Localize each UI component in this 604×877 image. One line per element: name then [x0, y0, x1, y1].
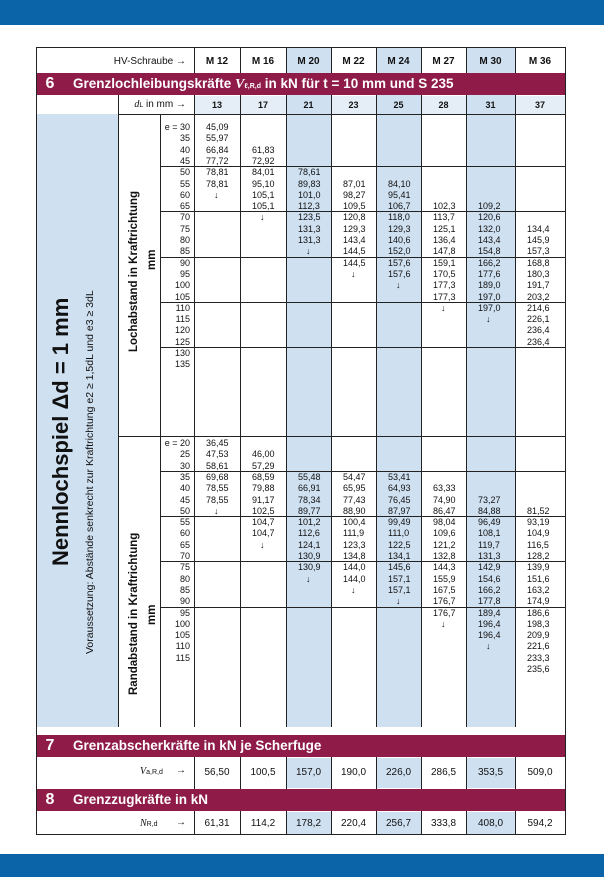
section-8-value: 594,2 [527, 818, 553, 829]
randabstand-value: 104,7 [252, 528, 275, 539]
randabstand-value: 134,1 [388, 551, 411, 561]
column-divider [286, 95, 287, 727]
side-note: Voraussetzung: Abstände senkrecht zur Kraftrichtung e2 ≥ 1,5dL und e3 ≥ 3dL [84, 290, 96, 654]
randabstand-value: 93,19 [527, 517, 550, 528]
lochabstand-value: 197,0 [478, 291, 501, 302]
section-8-value: 256,7 [385, 818, 412, 829]
randabstand-value: 189,4 [478, 607, 501, 618]
bolt-size-header: M 20 [297, 56, 320, 67]
lochabstand-value: 61,83 [252, 144, 275, 155]
randabstand-value: 142,9 [478, 562, 501, 573]
randabstand-value: 98,04 [433, 517, 456, 528]
lochabstand-value: 177,6 [478, 268, 501, 279]
randabstand-value: 46,00 [252, 449, 275, 460]
randabstand-value: 96,49 [478, 517, 501, 528]
lochabstand-value: 120,6 [478, 212, 501, 223]
randabstand-row-label: 115 [175, 652, 190, 663]
hole-diameter-value: 28 [438, 100, 449, 110]
randabstand-value: 84,88 [478, 505, 501, 516]
randabstand-value: 166,2 [478, 584, 501, 595]
lochabstand-row-label: 115 [175, 314, 190, 325]
bolt-size-header: M 24 [387, 56, 410, 67]
lochabstand-continues-arrow: ↓ [214, 189, 219, 200]
lochabstand-row-label: 90 [179, 257, 190, 268]
randabstand-value: 73,27 [478, 494, 501, 505]
randabstand-value: 102,5 [252, 505, 275, 516]
lochabstand-value: 136,4 [433, 235, 456, 245]
lochabstand-row-label: 120 [174, 325, 190, 336]
lochabstand-value: 95,41 [388, 189, 411, 200]
section-7-band [37, 735, 565, 757]
randabstand-value: 132,8 [433, 551, 456, 561]
shaded-column [286, 48, 331, 727]
lochabstand-value: 168,8 [527, 257, 550, 268]
section-7-title: Grenzabscherkräfte in kN je Scherfuge [73, 738, 322, 753]
lochabstand-value: 101,0 [298, 189, 321, 200]
lochabstand-row-label: 125 [174, 336, 190, 347]
lochabstand-value: 102,3 [433, 201, 456, 212]
section-8-band [37, 789, 565, 811]
bolt-size-header: M 36 [528, 56, 552, 67]
lochabstand-value: 236,4 [527, 325, 550, 336]
randabstand-continues-arrow: ↓ [396, 596, 401, 607]
section-8-value: 408,0 [477, 818, 504, 829]
randabstand-value: 58,61 [206, 460, 229, 471]
lochabstand-value: 131,3 [298, 223, 321, 234]
lochabstand-value: 72,92 [252, 155, 275, 166]
lochabstand-value: 144,5 [343, 257, 366, 268]
randabstand-value: 100,4 [343, 517, 366, 528]
randabstand-value: 122,5 [388, 539, 411, 550]
randabstand-continues-arrow: ↓ [214, 505, 219, 516]
column-divider [331, 48, 332, 73]
randabstand-value: 144,0 [343, 573, 366, 584]
randabstand-value: 154,6 [478, 573, 501, 584]
lochabstand-row-label: 40 [179, 144, 190, 155]
group-split-line [118, 436, 565, 437]
randabstand-value: 54,47 [343, 471, 366, 482]
randabstand-continues-arrow: ↓ [306, 573, 311, 584]
randabstand-value: 130,9 [298, 562, 321, 573]
section-7-value: 56,50 [204, 767, 230, 778]
label-divider [194, 95, 195, 727]
lochabstand-row-label: 55 [179, 178, 190, 189]
lochabstand-value: 106,7 [388, 201, 411, 212]
randabstand-value: 53,41 [388, 471, 411, 482]
lochabstand-continues-arrow: ↓ [441, 302, 446, 313]
randabstand-value: 176,7 [433, 596, 456, 607]
randabstand-value: 123,3 [343, 539, 366, 550]
randabstand-value: 74,90 [433, 494, 456, 505]
lochabstand-value: 78,81 [206, 167, 229, 178]
section-8-value: 220,4 [340, 818, 367, 829]
randabstand-value: 176,7 [433, 607, 456, 618]
lochabstand-unit: mm [146, 249, 158, 270]
lochabstand-value: 78,81 [206, 178, 229, 189]
lochabstand-block-line [160, 347, 565, 348]
lochabstand-value: 143,4 [478, 235, 501, 245]
top-bar [0, 0, 604, 25]
lochabstand-value: 180,3 [527, 268, 550, 279]
lochabstand-value: 159,1 [433, 257, 456, 268]
lochabstand-value: 125,1 [433, 223, 456, 234]
lochabstand-value: 144,5 [343, 246, 366, 257]
lochabstand-row-label: 60 [179, 189, 190, 200]
randabstand-value: 116,5 [527, 539, 549, 550]
randabstand-row-label: 90 [179, 596, 190, 607]
randabstand-value: 174,9 [527, 596, 550, 607]
lochabstand-row-label: 95 [179, 268, 190, 279]
lochabstand-continues-arrow: ↓ [351, 268, 356, 279]
randabstand-row-label: 45 [179, 494, 190, 505]
randabstand-row-label: 50 [179, 505, 190, 516]
randabstand-row-label: 35 [179, 471, 190, 482]
randabstand-row-label: 110 [175, 641, 190, 652]
randabstand-row-label: 105 [174, 630, 190, 641]
lochabstand-value: 109,2 [478, 201, 501, 212]
randabstand-value: 111,9 [343, 528, 365, 539]
randabstand-value: 209,9 [527, 630, 550, 641]
lochabstand-label: Lochabstand in Kraftrichtung [128, 191, 140, 352]
lochabstand-row-label: 50 [179, 167, 190, 178]
randabstand-value: 88,90 [343, 505, 366, 516]
randabstand-continues-arrow: ↓ [441, 618, 446, 629]
lochabstand-value: 109,5 [343, 201, 366, 212]
randabstand-value: 104,7 [252, 517, 275, 528]
randabstand-row-label: 55 [179, 517, 190, 528]
randabstand-continues-arrow: ↓ [260, 539, 265, 550]
column-divider [515, 95, 516, 727]
randabstand-row-label: 40 [179, 483, 190, 494]
section-8-value: 333,8 [430, 818, 457, 829]
lochabstand-value: 78,61 [298, 167, 321, 178]
lochabstand-continues-arrow: ↓ [486, 314, 491, 325]
randabstand-value: 139,9 [527, 562, 550, 573]
randabstand-value: 91,17 [252, 494, 275, 505]
randabstand-value: 78,55 [206, 483, 229, 494]
lochabstand-value: 157,6 [388, 257, 411, 268]
lochabstand-value: 84,01 [252, 167, 275, 178]
section-7-number: 7 [45, 737, 55, 754]
column-divider [515, 48, 516, 73]
randabstand-value: 109,6 [433, 528, 456, 539]
lochabstand-value: 131,3 [298, 235, 321, 245]
column-divider [421, 95, 422, 727]
lochabstand-value: 113,7 [433, 212, 455, 223]
randabstand-value: 144,3 [433, 562, 456, 573]
randabstand-value: 196,4 [478, 630, 501, 641]
section-8-title: Grenzzugkräfte in kN [73, 792, 209, 807]
lochabstand-value: 98,27 [343, 189, 366, 200]
randabstand-row-label: 70 [179, 551, 190, 561]
randabstand-row-label: 65 [179, 539, 190, 550]
randabstand-block-line [160, 607, 565, 608]
randabstand-value: 119,7 [478, 539, 500, 550]
randabstand-value: 131,3 [478, 551, 501, 561]
lochabstand-value: 236,4 [527, 336, 550, 347]
randabstand-value: 79,88 [252, 483, 275, 494]
randabstand-value: 63,33 [433, 483, 456, 494]
lochabstand-value: 77,72 [206, 155, 229, 166]
randabstand-value: 89,77 [298, 505, 321, 516]
lochabstand-row-label: 45 [179, 155, 190, 166]
randabstand-row-label: 100 [174, 618, 190, 629]
lochabstand-row-label: 35 [179, 133, 190, 144]
lochabstand-value: 170,5 [433, 268, 456, 279]
randabstand-value: 157,1 [388, 573, 411, 584]
section-8-arrow: → [176, 817, 186, 828]
randabstand-continues-arrow: ↓ [486, 641, 491, 652]
lochabstand-row-label: 100 [174, 280, 190, 291]
randabstand-value: 47,53 [206, 449, 229, 460]
randabstand-e-label: e = 20 [164, 438, 190, 448]
lochabstand-value: 105,1 [252, 189, 275, 200]
lochabstand-value: 84,10 [388, 178, 411, 189]
randabstand-value: 69,68 [206, 471, 229, 482]
column-divider [421, 48, 422, 73]
lochabstand-value: 145,9 [527, 235, 550, 245]
randabstand-unit: mm [146, 604, 158, 625]
randabstand-value: 221,6 [527, 641, 550, 652]
lochabstand-value: 118,0 [388, 212, 410, 223]
randabstand-value: 112,6 [298, 528, 320, 539]
randabstand-value: 155,9 [433, 573, 456, 584]
lochabstand-value: 105,1 [252, 201, 275, 212]
lochabstand-row-label: 105 [174, 291, 190, 302]
lochabstand-row-label: 80 [179, 235, 190, 245]
section-7-value: 100,5 [250, 767, 276, 778]
column-divider [466, 48, 467, 73]
section-8-value: 114,2 [250, 818, 276, 829]
randabstand-value: 128,2 [527, 551, 550, 561]
shaded-column [376, 48, 421, 727]
randabstand-value: 121,2 [433, 539, 456, 550]
randabstand-value: 104,9 [527, 528, 550, 539]
lochabstand-value: 152,0 [388, 246, 411, 257]
randabstand-value: 68,59 [252, 471, 275, 482]
randabstand-value: 86,47 [433, 505, 456, 516]
section-7-symbol: Va,R,d [140, 766, 163, 777]
lochabstand-value: 132,0 [478, 223, 501, 234]
hole-diameter-value: 13 [211, 100, 222, 110]
randabstand-value: 78,34 [298, 494, 321, 505]
lochabstand-row-label: 65 [179, 201, 190, 212]
lochabstand-value: 134,4 [527, 223, 550, 234]
lochabstand-row-label: 110 [175, 302, 190, 313]
lochabstand-value: 214,6 [527, 302, 550, 313]
lochabstand-continues-arrow: ↓ [396, 280, 401, 291]
randabstand-row-label: 30 [179, 460, 190, 471]
randabstand-value: 130,9 [298, 551, 321, 561]
section-7-value: 226,0 [385, 767, 412, 778]
randabstand-value: 151,6 [527, 573, 550, 584]
column-divider [331, 95, 332, 727]
section-7-value: 190,0 [340, 767, 367, 778]
hole-diameter-value: 21 [303, 100, 314, 110]
section-7-arrow: → [176, 765, 186, 776]
lochabstand-row-label: 130 [174, 348, 190, 358]
lochabstand-value: 226,1 [527, 314, 550, 325]
column-divider [376, 95, 377, 727]
randabstand-row-label: 80 [179, 573, 190, 584]
dl-row-line [118, 114, 565, 115]
lochabstand-value: 95,10 [252, 178, 275, 189]
randabstand-value: 101,2 [298, 517, 321, 528]
hole-diameter-value: 37 [534, 100, 545, 110]
randabstand-value: 108,1 [478, 528, 501, 539]
dl-label: dL in mm → [134, 99, 186, 110]
lochabstand-e-label: e = 30 [164, 122, 190, 132]
randabstand-value: 233,3 [527, 652, 550, 663]
randabstand-row-label: 75 [179, 562, 190, 573]
lochabstand-value: 157,3 [527, 246, 550, 257]
lochabstand-value: 45,09 [206, 122, 229, 132]
section-6-title: Grenzlochleibungskräfte Vℓ,R,d in kN für t = 10 mm und S 235 [73, 76, 454, 92]
label-divider [194, 48, 195, 73]
hole-diameter-value: 25 [393, 100, 404, 110]
randabstand-value: 134,8 [343, 551, 366, 561]
randabstand-value: 186,6 [527, 607, 550, 618]
lochabstand-value: 177,3 [433, 280, 456, 291]
lochabstand-value: 120,8 [343, 212, 366, 223]
randabstand-value: 55,48 [298, 471, 321, 482]
lochabstand-value: 177,3 [433, 291, 456, 302]
randabstand-value: 235,6 [527, 664, 550, 674]
randabstand-value: 111,0 [388, 528, 410, 539]
randabstand-value: 77,43 [343, 494, 366, 505]
randabstand-value: 144,0 [343, 562, 366, 573]
randabstand-value: 99,49 [388, 517, 411, 528]
bolt-size-header: M 12 [205, 56, 229, 67]
randabstand-value: 163,2 [527, 584, 550, 595]
randabstand-value: 66,91 [298, 483, 321, 494]
lochabstand-value: 87,01 [343, 178, 366, 189]
randabstand-value: 81,52 [527, 505, 550, 516]
lochabstand-value: 129,3 [388, 223, 411, 234]
randabstand-value: 196,4 [478, 618, 501, 629]
lochabstand-continues-arrow: ↓ [306, 246, 311, 257]
randabstand-value: 76,45 [388, 494, 411, 505]
column-divider [240, 48, 241, 73]
section-7-value: 353,5 [477, 767, 504, 778]
section-7-value: 509,0 [527, 767, 553, 778]
bolt-size-header: M 16 [251, 56, 275, 67]
section-8-value: 178,2 [295, 818, 322, 829]
lochabstand-value: 203,2 [527, 291, 550, 302]
column-divider [240, 95, 241, 727]
lochabstand-value: 197,0 [478, 302, 501, 313]
randabstand-value: 87,97 [388, 505, 411, 516]
lochabstand-value: 55,97 [206, 133, 229, 144]
hole-diameter-value: 17 [257, 100, 268, 110]
lochabstand-row-label: 70 [179, 212, 190, 223]
lochabstand-value: 157,6 [388, 268, 411, 279]
column-divider [466, 95, 467, 727]
lochabstand-value: 166,2 [478, 257, 501, 268]
bolt-size-header: M 22 [342, 56, 365, 67]
side-divider [118, 95, 119, 727]
section-6-band [37, 73, 565, 95]
bolt-header-label: HV-Schraube → [113, 56, 186, 67]
lochabstand-value: 89,83 [298, 178, 321, 189]
section-8-symbol: NR,d [140, 818, 158, 829]
lochabstand-value: 123,5 [298, 212, 321, 223]
lochabstand-value: 191,7 [527, 280, 550, 291]
randabstand-label: Randabstand in Kraftrichtung [128, 532, 140, 695]
randabstand-row-label: 85 [179, 584, 190, 595]
bottom-bar [0, 854, 604, 877]
lochabstand-row-label: 85 [179, 246, 190, 257]
lochabstand-value: 143,4 [343, 235, 366, 245]
randabstand-value: 145,6 [388, 562, 411, 573]
randabstand-value: 64,93 [388, 483, 411, 494]
section-8-value: 61,31 [204, 818, 230, 829]
randabstand-value: 78,55 [206, 494, 229, 505]
hole-diameter-value: 23 [348, 100, 359, 110]
randabstand-value: 177,8 [478, 596, 501, 607]
randabstand-value: 36,45 [206, 438, 229, 448]
lochabstand-value: 154,8 [478, 246, 501, 257]
lochabstand-value: 66,84 [206, 144, 229, 155]
side-title: Nennlochspiel Δd = 1 mm [48, 297, 73, 566]
lochabstand-block-line [160, 302, 565, 303]
hole-diameter-value: 31 [485, 100, 496, 110]
section-7-value: 157,0 [295, 767, 322, 778]
randabstand-value: 57,29 [252, 460, 275, 471]
randabstand-row-label: 95 [179, 607, 190, 618]
randabstand-row-label: 25 [179, 449, 190, 460]
randabstand-value: 124,1 [298, 539, 321, 550]
section-8-number: 8 [45, 791, 55, 808]
lochabstand-row-label: 135 [174, 359, 190, 370]
lochabstand-continues-arrow: ↓ [260, 212, 265, 223]
column-divider [286, 48, 287, 73]
lochabstand-value: 147,8 [433, 246, 456, 257]
lochabstand-value: 129,3 [343, 223, 366, 234]
lochabstand-value: 112,3 [298, 201, 320, 212]
randabstand-value: 198,3 [527, 618, 550, 629]
randabstand-value: 167,5 [433, 584, 456, 595]
lochabstand-row-label: 75 [179, 223, 190, 234]
randabstand-row-label: 60 [179, 528, 190, 539]
section-6-number: 6 [45, 75, 55, 92]
section-7-value: 286,5 [430, 767, 457, 778]
bolt-size-header: M 27 [432, 56, 455, 67]
randabstand-value: 157,1 [388, 584, 411, 595]
randabstand-value: 65,95 [343, 483, 366, 494]
lochabstand-value: 140,6 [388, 235, 411, 245]
lochabstand-value: 189,0 [478, 280, 501, 291]
bolt-size-header: M 30 [479, 56, 502, 67]
column-divider [376, 48, 377, 73]
randabstand-continues-arrow: ↓ [351, 584, 356, 595]
